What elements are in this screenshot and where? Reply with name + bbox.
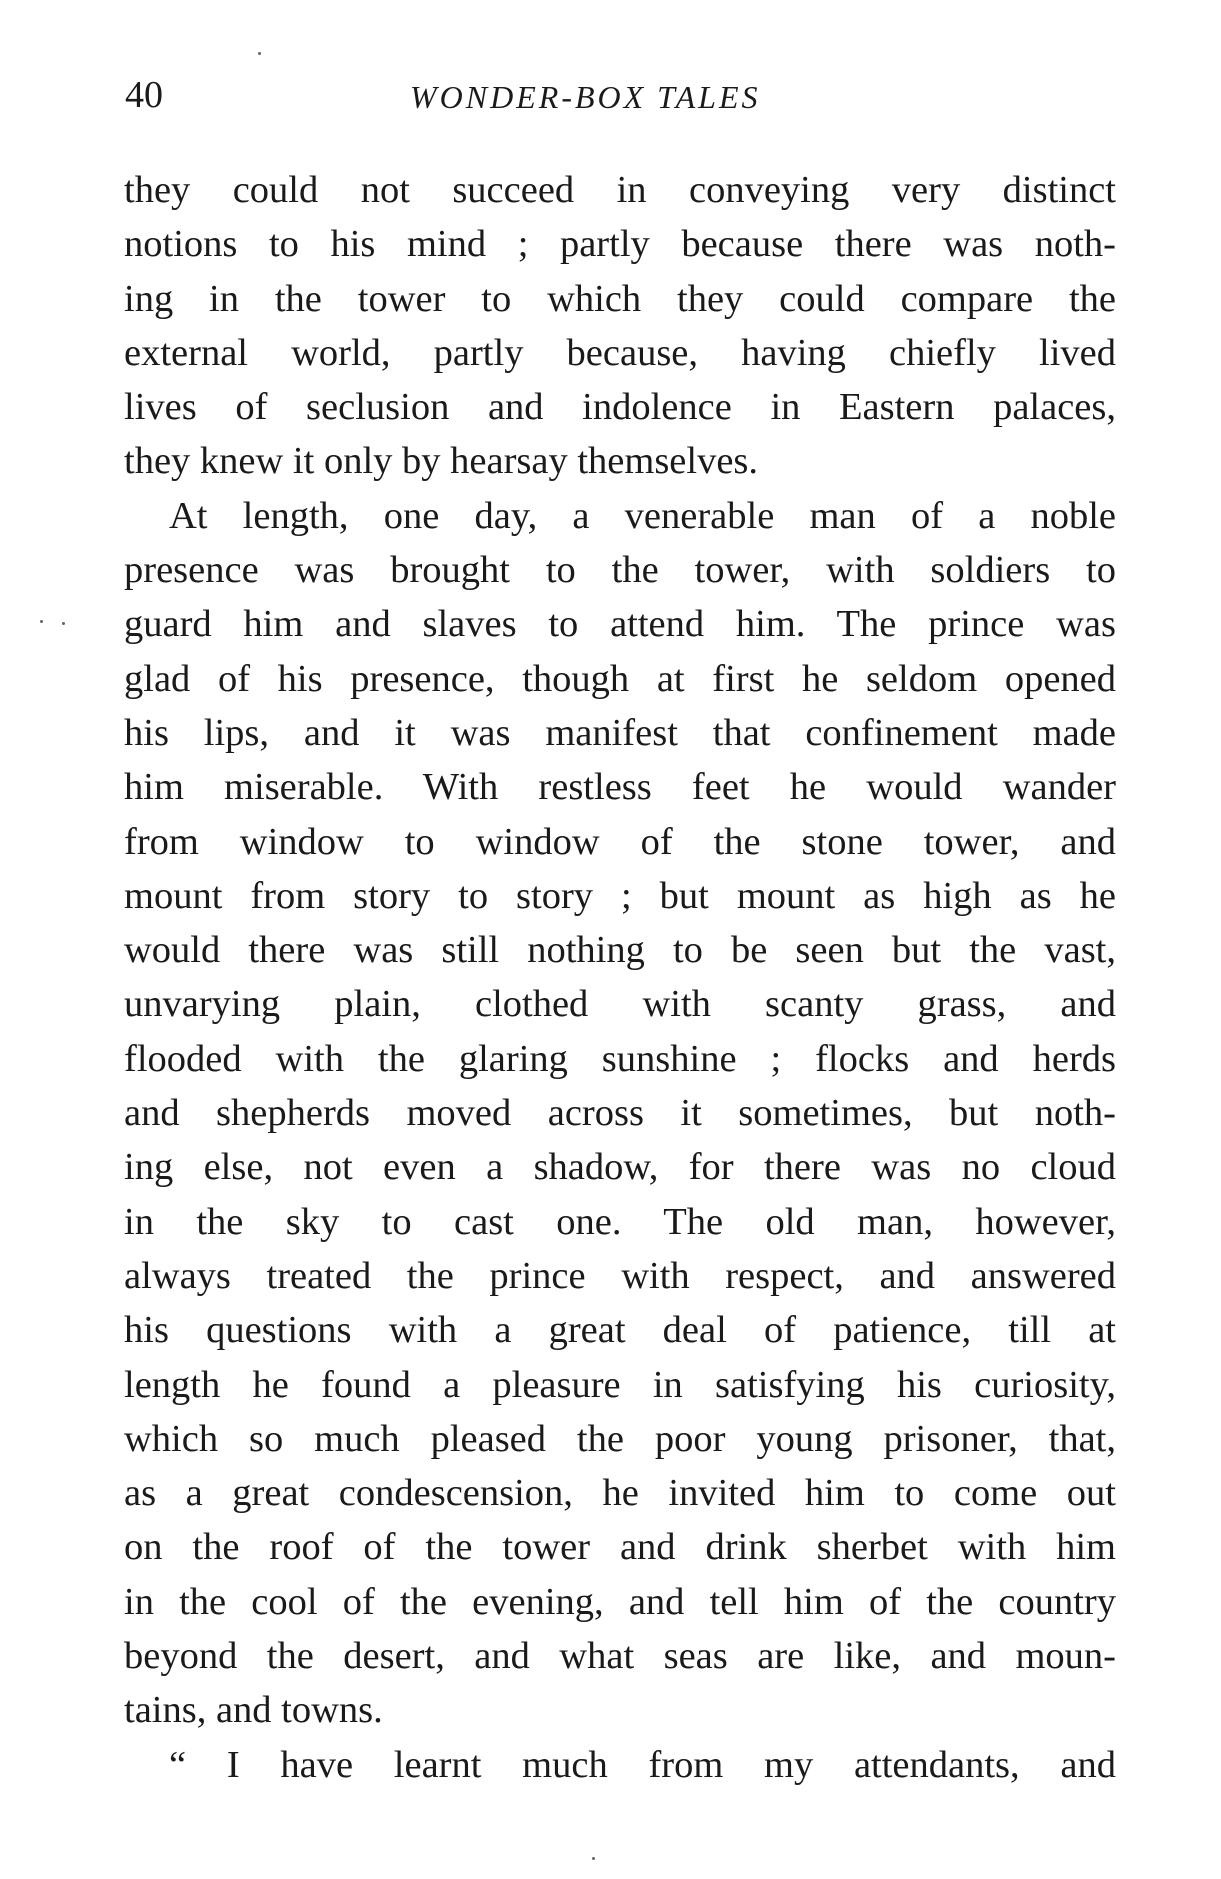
text-line: tains, and towns. [124, 1689, 383, 1732]
text-line: him miserable. With restless feet he would wander [124, 766, 1116, 809]
page-number: 40 [125, 74, 163, 116]
text-line: presence was brought to the tower, with soldiers to [124, 549, 1116, 592]
text-line: unvarying plain, clothed with scanty grass, and [124, 983, 1116, 1026]
print-speck [40, 620, 43, 623]
print-speck [592, 1857, 595, 1860]
text-line: they could not succeed in conveying very distinct [124, 169, 1116, 211]
paragraph-start-line: At length, one day, a venerable man of a noble [169, 494, 1116, 537]
text-line: would there was still nothing to be seen but the vast, [124, 929, 1116, 972]
text-line: from window to window of the stone tower, and [124, 820, 1116, 863]
text-line: beyond the desert, and what seas are like, and moun- [124, 1635, 1116, 1678]
text-line: always treated the prince with respect, and answered [124, 1254, 1116, 1297]
text-line: as a great condescension, he invited him to come out [124, 1472, 1116, 1515]
text-line: mount from story to story ; but mount as high as he [124, 874, 1116, 917]
text-line: lives of seclusion and indolence in Eastern palaces, [124, 386, 1116, 429]
print-speck [258, 52, 261, 55]
running-head [125, 70, 1110, 120]
text-line: guard him and slaves to attend him. The prince was [124, 603, 1116, 646]
text-line: and shepherds moved across it sometimes, but noth- [124, 1092, 1116, 1135]
text-line: which so much pleased the poor young prisoner, that, [124, 1417, 1116, 1460]
body-text [124, 163, 1116, 1792]
text-line: length he found a pleasure in satisfying his curiosity, [124, 1363, 1116, 1406]
text-line: his lips, and it was manifest that confinement made [124, 711, 1116, 754]
text-line: notions to his mind ; partly because there was noth- [124, 223, 1116, 266]
quote-start-line: “ I have learnt much from my attendants, and [169, 1743, 1116, 1786]
text-line: on the roof of the tower and drink sherbet with him [124, 1526, 1116, 1569]
text-line: in the cool of the evening, and tell him of the country [124, 1580, 1116, 1623]
text-line: ing else, not even a shadow, for there was no cloud [124, 1146, 1116, 1189]
print-speck [62, 622, 65, 625]
text-line: glad of his presence, though at first he seldom opened [124, 657, 1116, 700]
text-line: they knew it only by hearsay themselves. [124, 440, 759, 483]
text-line: flooded with the glaring sunshine ; flocks and herds [124, 1037, 1116, 1080]
running-title: WONDER-BOX TALES [410, 79, 761, 115]
text-line: external world, partly because, having chiefly lived [124, 331, 1116, 374]
text-line: his questions with a great deal of patience, till at [124, 1309, 1116, 1352]
text-line: ing in the tower to which they could compare the [124, 277, 1116, 320]
text-line: in the sky to cast one. The old man, however, [124, 1200, 1116, 1243]
